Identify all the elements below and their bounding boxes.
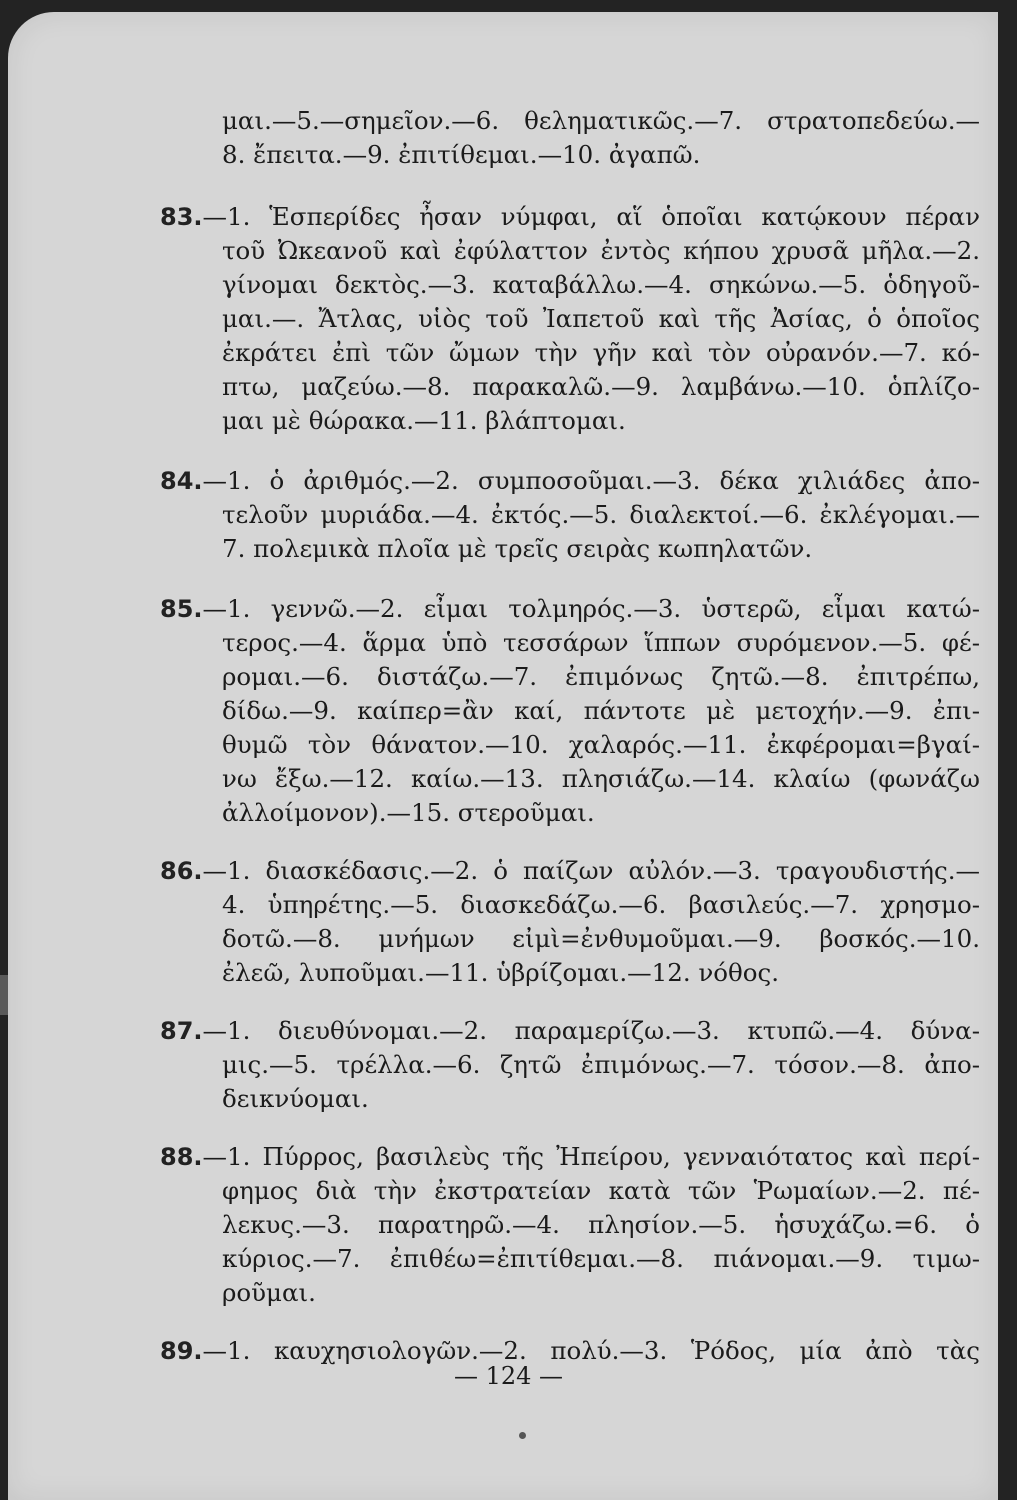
text-line bbox=[160, 1140, 980, 1174]
text-line-content: —1. Πύρρος, βασιλεὺς τῆς Ἠπείρου, γενναιότατος καὶ περί- bbox=[202, 1142, 980, 1171]
text-line: ἐλεῶ, λυποῦμαι.—11. ὑβρίζομαι.—12. νόθος. bbox=[222, 958, 780, 987]
text-line: μαι.—5.—σημεῖον.—6. θεληματικῶς.—7. στρατοπεδεύω.— bbox=[222, 106, 980, 135]
text-line: ἐκράτει ἐπὶ τῶν ὤμων τὴν γῆν καὶ τὸν οὐρανόν.—7. κό- bbox=[222, 338, 980, 367]
paragraph-continuation bbox=[160, 104, 980, 172]
text-line bbox=[160, 592, 980, 626]
text-line: μαι.—. Ἄτλας, υἱὸς τοῦ Ἰαπετοῦ καὶ τῆς Ἀσίας, ὁ ὁποῖος bbox=[222, 304, 980, 333]
paragraph-number: 88. bbox=[160, 1143, 203, 1171]
paragraph-number: 83. bbox=[160, 203, 203, 231]
paragraph-number: 89. bbox=[160, 1337, 203, 1365]
ink-speck bbox=[519, 1432, 526, 1439]
paragraph-number: 84. bbox=[160, 467, 203, 495]
paragraph-84 bbox=[160, 464, 980, 566]
text-line: μις.—5. τρέλλα.—6. ζητῶ ἐπιμόνως.—7. τόσον.—8. ἀπο- bbox=[222, 1050, 980, 1079]
text-line: 8. ἔπειτα.—9. ἐπιτίθεμαι.—10. ἀγαπῶ. bbox=[222, 140, 701, 169]
text-line: νω ἔξω.—12. καίω.—13. πλησιάζω.—14. κλαίω (φωνάζω bbox=[222, 764, 980, 793]
paragraph-85 bbox=[160, 592, 980, 830]
text-line bbox=[160, 1014, 980, 1048]
text-line bbox=[160, 464, 980, 498]
paragraph-87 bbox=[160, 1014, 980, 1116]
text-line: 4. ὑπηρέτης.—5. διασκεδάζω.—6. βασιλεύς.—7. χρησμο- bbox=[222, 890, 980, 919]
text-line-content: —1. καυχησιολογῶν.—2. πολύ.—3. Ῥόδος, μία ἀπὸ τὰς bbox=[202, 1336, 980, 1365]
paragraph-number: 85. bbox=[160, 595, 203, 623]
text-line: ροῦμαι. bbox=[222, 1278, 316, 1307]
text-line: δίδω.—9. καίπερ=ἂν καί, πάντοτε μὲ μετοχήν.—9. ἐπι- bbox=[222, 696, 980, 725]
paragraph-86 bbox=[160, 854, 980, 990]
text-line: τερος.—4. ἅρμα ὑπὸ τεσσάρων ἵππων συρόμενον.—5. φέ- bbox=[222, 628, 980, 657]
text-line: δεικνύομαι. bbox=[222, 1084, 369, 1113]
text-line: ἀλλοίμονον).—15. στεροῦμαι. bbox=[222, 798, 595, 827]
text-line-content: —1. Ἑσπερίδες ἦσαν νύμφαι, αἵ ὁποῖαι κατῴκουν πέραν bbox=[202, 202, 980, 231]
text-line: κύριος.—7. ἐπιθέω=ἐπιτίθεμαι.—8. πιάνομαι.—9. τιμω- bbox=[222, 1244, 980, 1273]
text-line-content: —1. διευθύνομαι.—2. παραμερίζω.—3. κτυπῶ.—4. δύνα- bbox=[202, 1016, 980, 1045]
paragraph-83 bbox=[160, 200, 980, 438]
paragraph-number: 86. bbox=[160, 857, 203, 885]
text-line: λεκυς.—3. παρατηρῶ.—4. πλησίον.—5. ἡσυχάζω.=6. ὁ bbox=[222, 1210, 980, 1239]
text-line: γίνομαι δεκτὸς.—3. καταβάλλω.—4. σηκώνω.—5. ὁδηγοῦ- bbox=[222, 270, 980, 299]
paragraph-number: 87. bbox=[160, 1017, 203, 1045]
text-line: δοτῶ.—8. μνήμων εἰμὶ=ἐνθυμοῦμαι.—9. βοσκός.—10. bbox=[222, 924, 980, 953]
text-line-content: —1. γεννῶ.—2. εἶμαι τολμηρός.—3. ὑστερῶ, εἶμαι κατώ- bbox=[202, 594, 980, 623]
text-line: τελοῦν μυριάδα.—4. ἐκτός.—5. διαλεκτοί.—6. ἐκλέγομαι.— bbox=[222, 500, 980, 529]
paragraph-88 bbox=[160, 1140, 980, 1310]
page-number: — 124 — bbox=[453, 1362, 564, 1390]
answer-key-text bbox=[160, 104, 980, 1368]
binding-mark bbox=[0, 975, 8, 1015]
text-line: τοῦ Ὠκεανοῦ καὶ ἐφύλαττον ἐντὸς κήπου χρυσᾶ μῆλα.—2. bbox=[222, 236, 980, 265]
text-line bbox=[160, 854, 980, 888]
text-line: ρομαι.—6. διστάζω.—7. ἐπιμόνως ζητῶ.—8. ἐπιτρέπω, bbox=[222, 662, 980, 691]
text-line: μαι μὲ θώρακα.—11. βλάπτομαι. bbox=[222, 406, 626, 435]
text-line: πτω, μαζεύω.—8. παρακαλῶ.—9. λαμβάνω.—10. ὁπλίζο- bbox=[222, 372, 980, 401]
text-line: θυμῶ τὸν θάνατον.—10. χαλαρός.—11. ἐκφέρομαι=βγαί- bbox=[222, 730, 980, 759]
text-line-content: —1. διασκέδασις.—2. ὁ παίζων αὐλόν.—3. τραγουδιστής.— bbox=[202, 856, 980, 885]
text-line: 7. πολεμικὰ πλοῖα μὲ τρεῖς σειρὰς κωπηλατῶν. bbox=[222, 534, 813, 563]
text-line-content: —1. ὁ ἀριθμός.—2. συμποσοῦμαι.—3. δέκα χιλιάδες ἀπο- bbox=[202, 466, 980, 495]
text-line: φημος διὰ τὴν ἐκστρατείαν κατὰ τῶν Ῥωμαίων.—2. πέ- bbox=[222, 1176, 980, 1205]
text-line bbox=[160, 200, 980, 234]
